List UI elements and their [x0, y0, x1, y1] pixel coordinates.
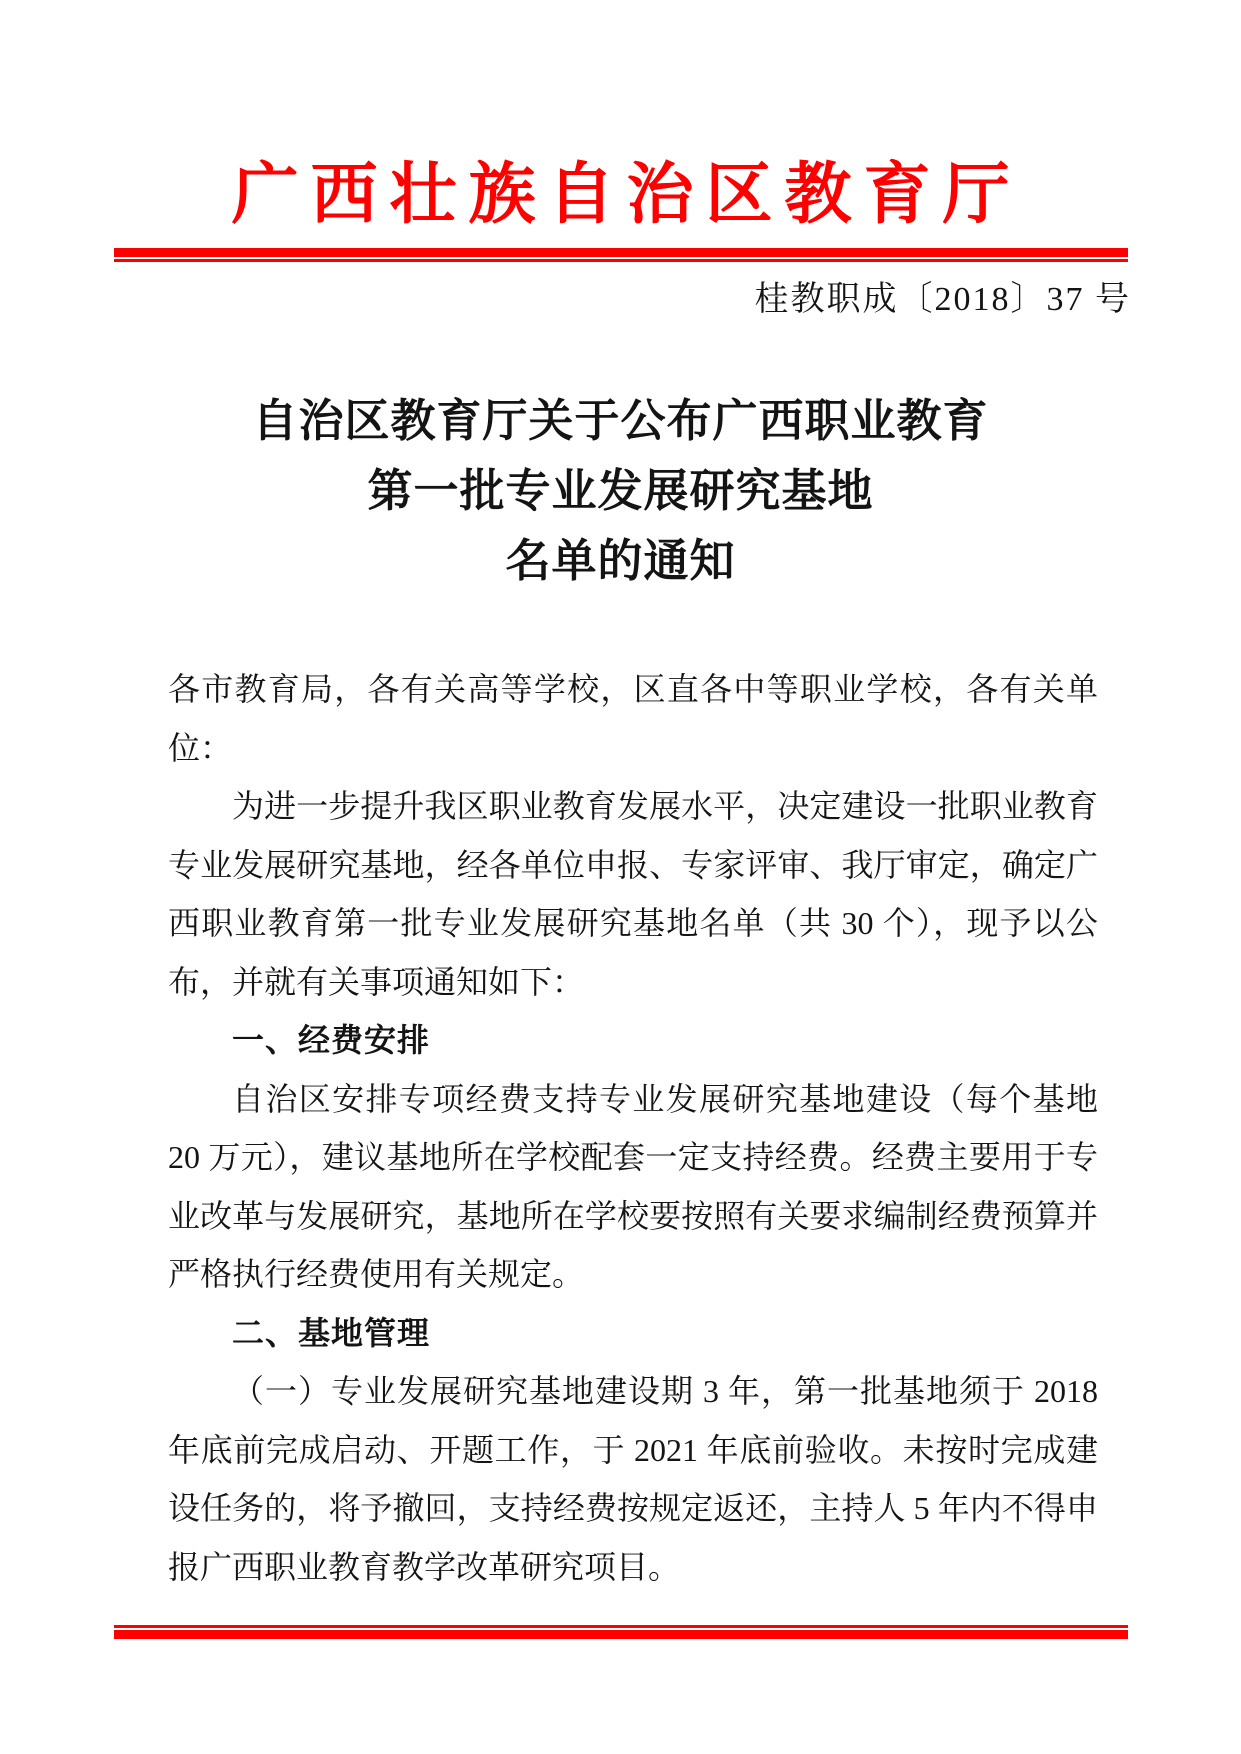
red-rule-top	[114, 248, 1128, 262]
red-rule-bottom-thick-bar	[114, 1630, 1128, 1639]
section-2-paragraph: （一）专业发展研究基地建设期 3 年，第一批基地须于 2018 年底前完成启动、开题工作，于 2021 年底前验收。未按时完成建设任务的，将予撤回，支持经费按规定返还，主持人 5 年内不得申报广西职业教育教学改革研究项目。	[168, 1373, 1098, 1585]
red-rule-top-thick-bar	[114, 248, 1128, 257]
section-1-heading: 一、经费安排	[232, 1022, 431, 1058]
notice-title-line-3: 名单的通知	[505, 536, 736, 586]
red-rule-bottom	[114, 1625, 1128, 1639]
notice-title-line-2: 第一批专业发展研究基地	[367, 466, 874, 516]
document-number: 桂教职成〔2018〕37 号	[754, 281, 1131, 318]
notice-title-line-1: 自治区教育厅关于公布广西职业教育	[252, 396, 989, 446]
notice-title	[0, 386, 1241, 596]
section-1-paragraph: 自治区安排专项经费支持专业发展研究基地建设（每个基地 20 万元），建议基地所在学校配套一定支持经费。经费主要用于专业改革与发展研究，基地所在学校要按照有关要求编制经费预算并严格执行经费使用有关规定。	[168, 1080, 1098, 1292]
salutation-paragraph: 各市教育局，各有关高等学校，区直各中等职业学校，各有关单位：	[168, 671, 1098, 766]
red-rule-top-thin-line	[114, 259, 1128, 262]
section-2-heading: 二、基地管理	[232, 1314, 431, 1351]
agency-masthead: 广西壮族自治区教育厅	[231, 158, 1022, 232]
notice-body	[168, 660, 1098, 1596]
intro-paragraph: 为进一步提升我区职业教育发展水平，决定建设一批职业教育专业发展研究基地，经各单位申报、专家评审、我厅审定，确定广西职业教育第一批专业发展研究基地名单（共 30 个），现予以公布，并就有关事项通知如下：	[168, 788, 1098, 1000]
